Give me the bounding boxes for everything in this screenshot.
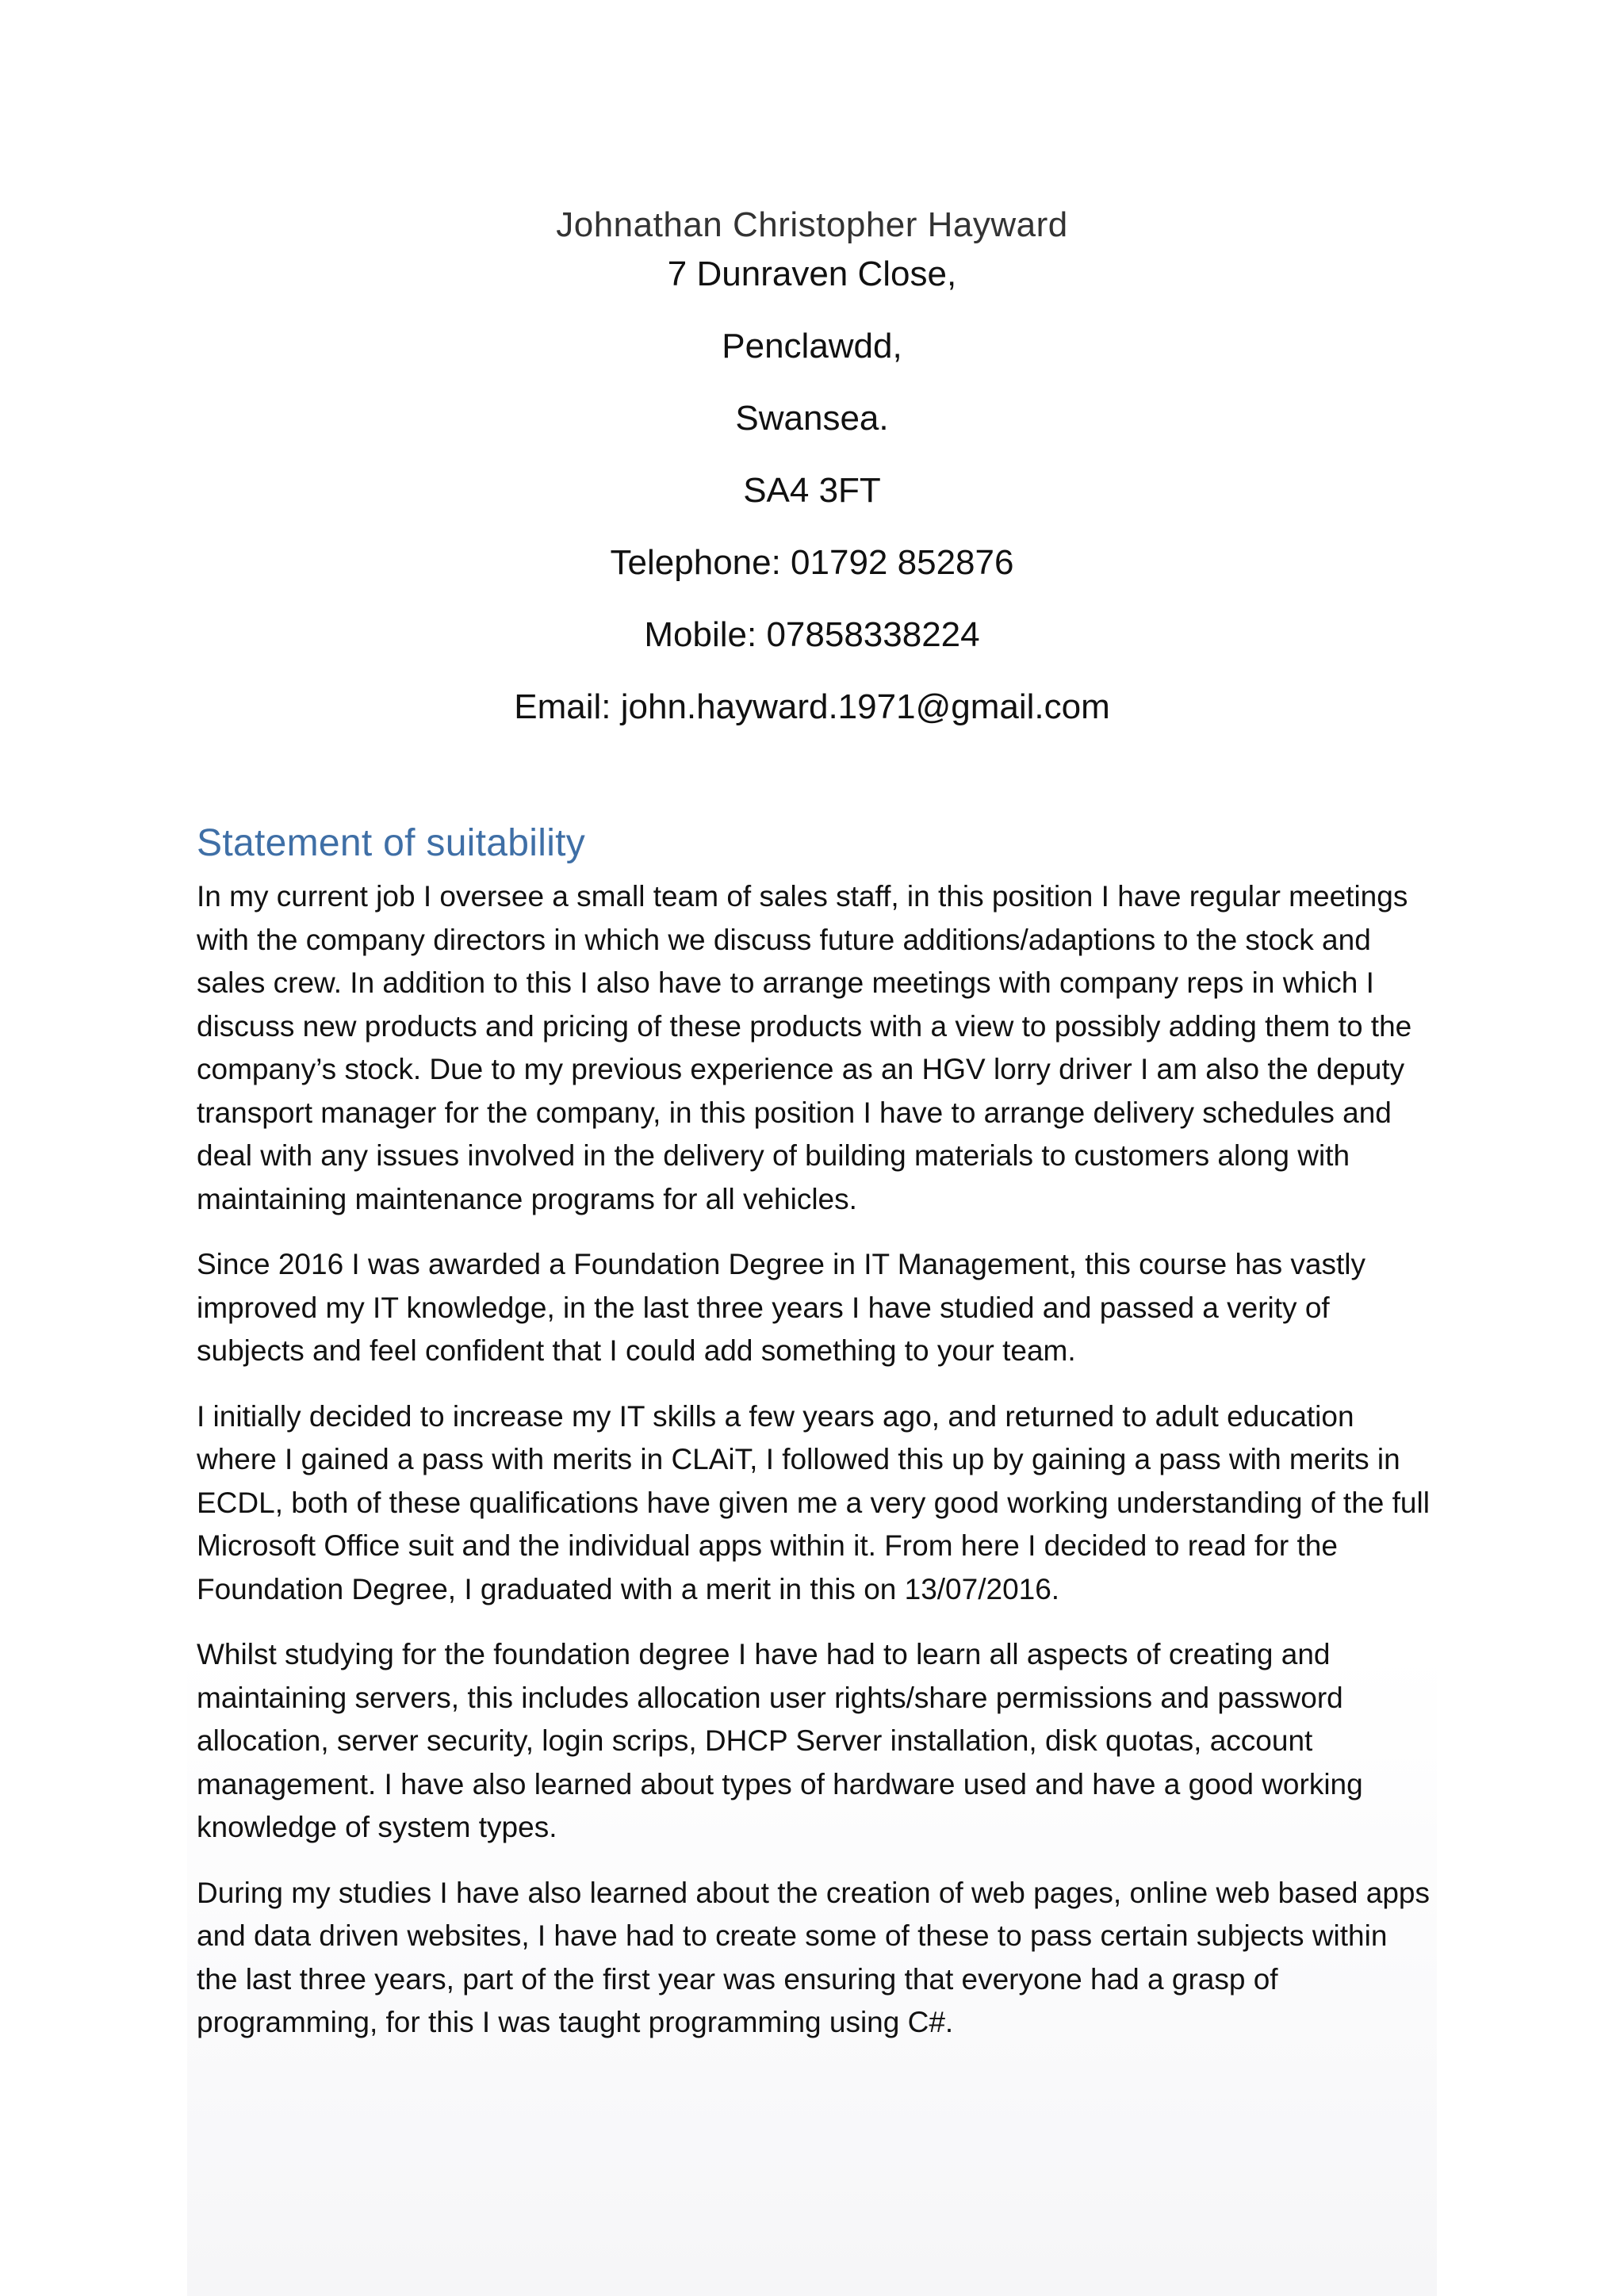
email-line: Email: john.hayward.1971@gmail.com — [514, 687, 1110, 726]
section-heading: Statement of suitability — [197, 822, 586, 864]
address-street: 7 Dunraven Close, — [667, 254, 957, 293]
telephone-line: Telephone: 01792 852876 — [610, 543, 1014, 582]
mobile-line: Mobile: 07858338224 — [644, 615, 980, 654]
paragraph-it-skills: I initially decided to increase my IT skills a few years ago, and returned to adult education where I gained a pass with merits in CLAiT, I followed this up by gaining a pass with merits in ECDL, both of these qualifications have given me a very good working understanding of the full Microsoft Office suit and the individual apps within it. From here I decided to read for the Foundation Degree, I graduated with a merit in this on 13/07/2016. — [197, 1399, 1430, 1605]
contact-header — [0, 200, 1624, 756]
paragraph-current-job: In my current job I oversee a small team of sales staff, in this position I have regular meetings with the company directors in which we discuss future additions/adaptions to the stock and sales crew. In addition to this I also have to arrange meetings with company reps in which I discuss new products and pricing of these products with a view to possibly adding them to the company’s stock. Due to my previous experience as an HGV lorry driver I am also the deputy transport manager for the company, in this position I have to arrange delivery schedules and deal with any issues involved in the delivery of building materials to customers along with maintaining maintenance programs for all vehicles. — [197, 880, 1412, 1215]
address-postcode: SA4 3FT — [743, 471, 881, 510]
paragraph-foundation-degree: Since 2016 I was awarded a Foundation Degree in IT Management, this course has vastly improved my IT knowledge, in the last three years I have studied and passed a verity of subjects and feel confident that I could add something to your team. — [197, 1248, 1365, 1367]
paragraph-servers: Whilst studying for the foundation degree I have had to learn all aspects of creating and maintaining servers, this includes allocation user rights/share permissions and password allocation, server security, login scrips, DHCP Server installation, disk quotas, account management. I have also learned about types of hardware used and have a good working knowledge of system types. — [197, 1638, 1363, 1843]
applicant-name: Johnathan Christopher Hayward — [556, 205, 1068, 244]
statement-body — [197, 875, 1434, 2067]
paragraph-web-programming: During my studies I have also learned about the creation of web pages, online web based apps and data driven websites, I have had to create some of these to pass certain subjects within the last three years, part of the first year was ensuring that everyone had a grasp of programming, for this I was taught programming using C#. — [197, 1876, 1430, 2038]
address-city: Swansea. — [735, 399, 889, 438]
address-village: Penclawdd, — [722, 327, 902, 365]
